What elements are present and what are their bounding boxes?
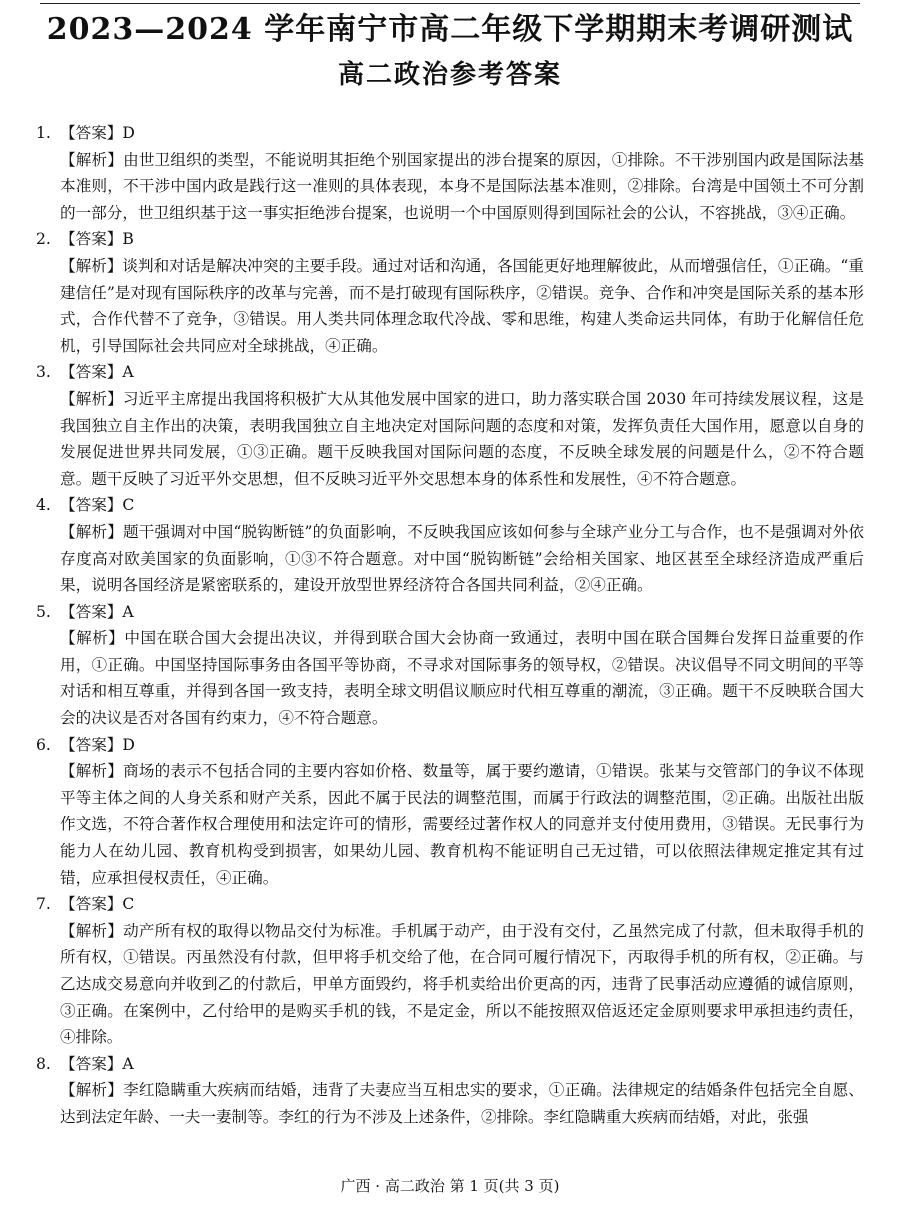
answer-label: 【答案】D: [60, 124, 135, 142]
answer-label: 【答案】D: [60, 735, 135, 754]
analysis-text: 【解析】李红隐瞒重大疾病而结婚，违背了夫妻应当互相忠实的要求，①正确。法律规定的结婚条件包括完全自愿、达到法定年龄、一夫一妻制等。李红的行为不涉及上述条件，②排除。李红隐瞒重大疾病而结婚，对此，张强: [60, 1081, 864, 1126]
answer-label: 【答案】A: [60, 602, 134, 621]
question-item-5: [36, 599, 864, 732]
question-number: 3.: [36, 363, 51, 382]
question-item-3: [36, 359, 864, 492]
analysis-text: 【解析】谈判和对话是解决冲突的主要手段。通过对话和沟通，各国能更好地理解彼此，从而增强信任，①正确。“重建信任”是对现有国际秩序的改革与完善，而不是打破现有国际秩序，②错误。竞争、合作和冲突是国际关系的基本形式，合作代替不了竞争，③错误。用人类共同体理念取代冷战、零和思维，构建人类命运共同体，有助于化解信任危机，引导国际社会共同应对全球挑战，④正确。: [60, 256, 864, 355]
question-item-4: [36, 492, 864, 598]
analysis-text: 【解析】由世卫组织的类型，不能说明其拒绝个别国家提出的涉台提案的原因，①排除。不干涉别国内政是国际法基本准则，不干涉中国内政是践行这一准则的具体表现，本身不是国际法基本准则，②排除。台湾是中国领土不可分割的一部分，世卫组织基于这一事实拒绝涉台提案，也说明一个中国原则得到国际社会的公认，不容挑战，③④正确。: [60, 150, 864, 222]
page-footer: 广西 · 高二政治 第 1 页(共 3 页): [340, 1177, 560, 1195]
analysis-text: 【解析】动产所有权的取得以物品交付为标准。手机属于动产，由于没有交付，乙虽然完成了付款，但未取得手机的所有权，①错误。丙虽然没有付款，但甲将手机交给了他，在合同可履行情况下，丙取得手机的所有权，②正确。与乙达成交易意向并收到乙的付款后，甲单方面毁约，将手机卖给出价更高的丙，违背了民事活动应遵循的诚信原则，③正确。在案例中，乙付给甲的是购买手机的钱，不是定金，所以不能按照双倍返还定金原则要求甲承担违约责任，④排除。: [60, 921, 864, 1047]
answer-label: 【答案】C: [60, 895, 135, 914]
question-item-1: [36, 120, 864, 226]
page-subtitle: 高二政治参考答案: [337, 60, 562, 90]
question-item-6: [36, 732, 864, 892]
question-item-8: [36, 1051, 864, 1131]
question-number: 4.: [36, 496, 51, 515]
analysis-text: 【解析】题干强调对中国“脱钩断链”的负面影响，不反映我国应该如何参与全球产业分工与合作，也不是强调对外依存度高对欧美国家的负面影响，①③不符合题意。对中国“脱钩断链”会给相关国家、地区甚至全球经济造成严重后果，说明各国经济是紧密联系的，建设开放型世界经济符合各国共同利益，②④正确。: [60, 522, 864, 595]
question-number: 7.: [36, 895, 51, 914]
answer-list: [36, 120, 864, 1131]
analysis-text: 【解析】中国在联合国大会提出决议，并得到联合国大会协商一致通过，表明中国在联合国舞台发挥日益重要的作用，①正确。中国坚持国际事务由各国平等协商，不寻求对国际事务的领导权，②错误。决议倡导不同文明间的平等对话和相互尊重，并得到各国一致支持，表明全球文明倡议顺应时代相互尊重的潮流，③正确。题干不反映联合国大会的决议是否对各国有约束力，④不符合题意。: [60, 629, 864, 728]
question-item-7: [36, 891, 864, 1051]
answer-label: 【答案】A: [60, 363, 134, 382]
question-number: 8.: [36, 1054, 51, 1073]
page-title: 2023—2024 学年南宁市高二年级下学期期末考调研测试: [46, 12, 854, 47]
question-number: 1.: [36, 124, 51, 142]
question-item-2: [36, 226, 864, 359]
top-rule: [40, 3, 860, 4]
answer-label: 【答案】B: [60, 230, 134, 249]
question-number: 5.: [36, 602, 51, 621]
answer-label: 【答案】A: [60, 1054, 134, 1073]
analysis-text: 【解析】商场的表示不包括合同的主要内容如价格、数量等，属于要约邀请，①错误。张某与交管部门的争议不体现平等主体之间的人身关系和财产关系，因此不属于民法的调整范围，而属于行政法的调整范围，②正确。出版社出版作文选，不符合著作权合理使用和法定许可的情形，需要经过著作权人的同意并支付使用费用，③错误。无民事行为能力人在幼儿园、教育机构受到损害，如果幼儿园、教育机构不能证明自己无过错，可以依照法律规定推定其有过错，应承担侵权责任，④正确。: [60, 762, 864, 887]
question-number: 6.: [36, 735, 51, 754]
analysis-text: 【解析】习近平主席提出我国将积极扩大从其他发展中国家的进口，助力落实联合国 2030 年可持续发展议程，这是我国独立自主作出的决策，表明我国独立自主地决定对国际问题的态度和对策，发挥负责任大国作用，愿意以自身的发展促进世界共同发展，①③正确。题干反映我国对国际问题的态度，不反映全球发展的问题是什么，②不符合题意。题干反映了习近平外交思想，但不反映习近平外交思想本身的体系性和发展性，④不符合题意。: [60, 389, 864, 488]
question-number: 2.: [36, 230, 51, 249]
answer-label: 【答案】C: [60, 496, 135, 515]
